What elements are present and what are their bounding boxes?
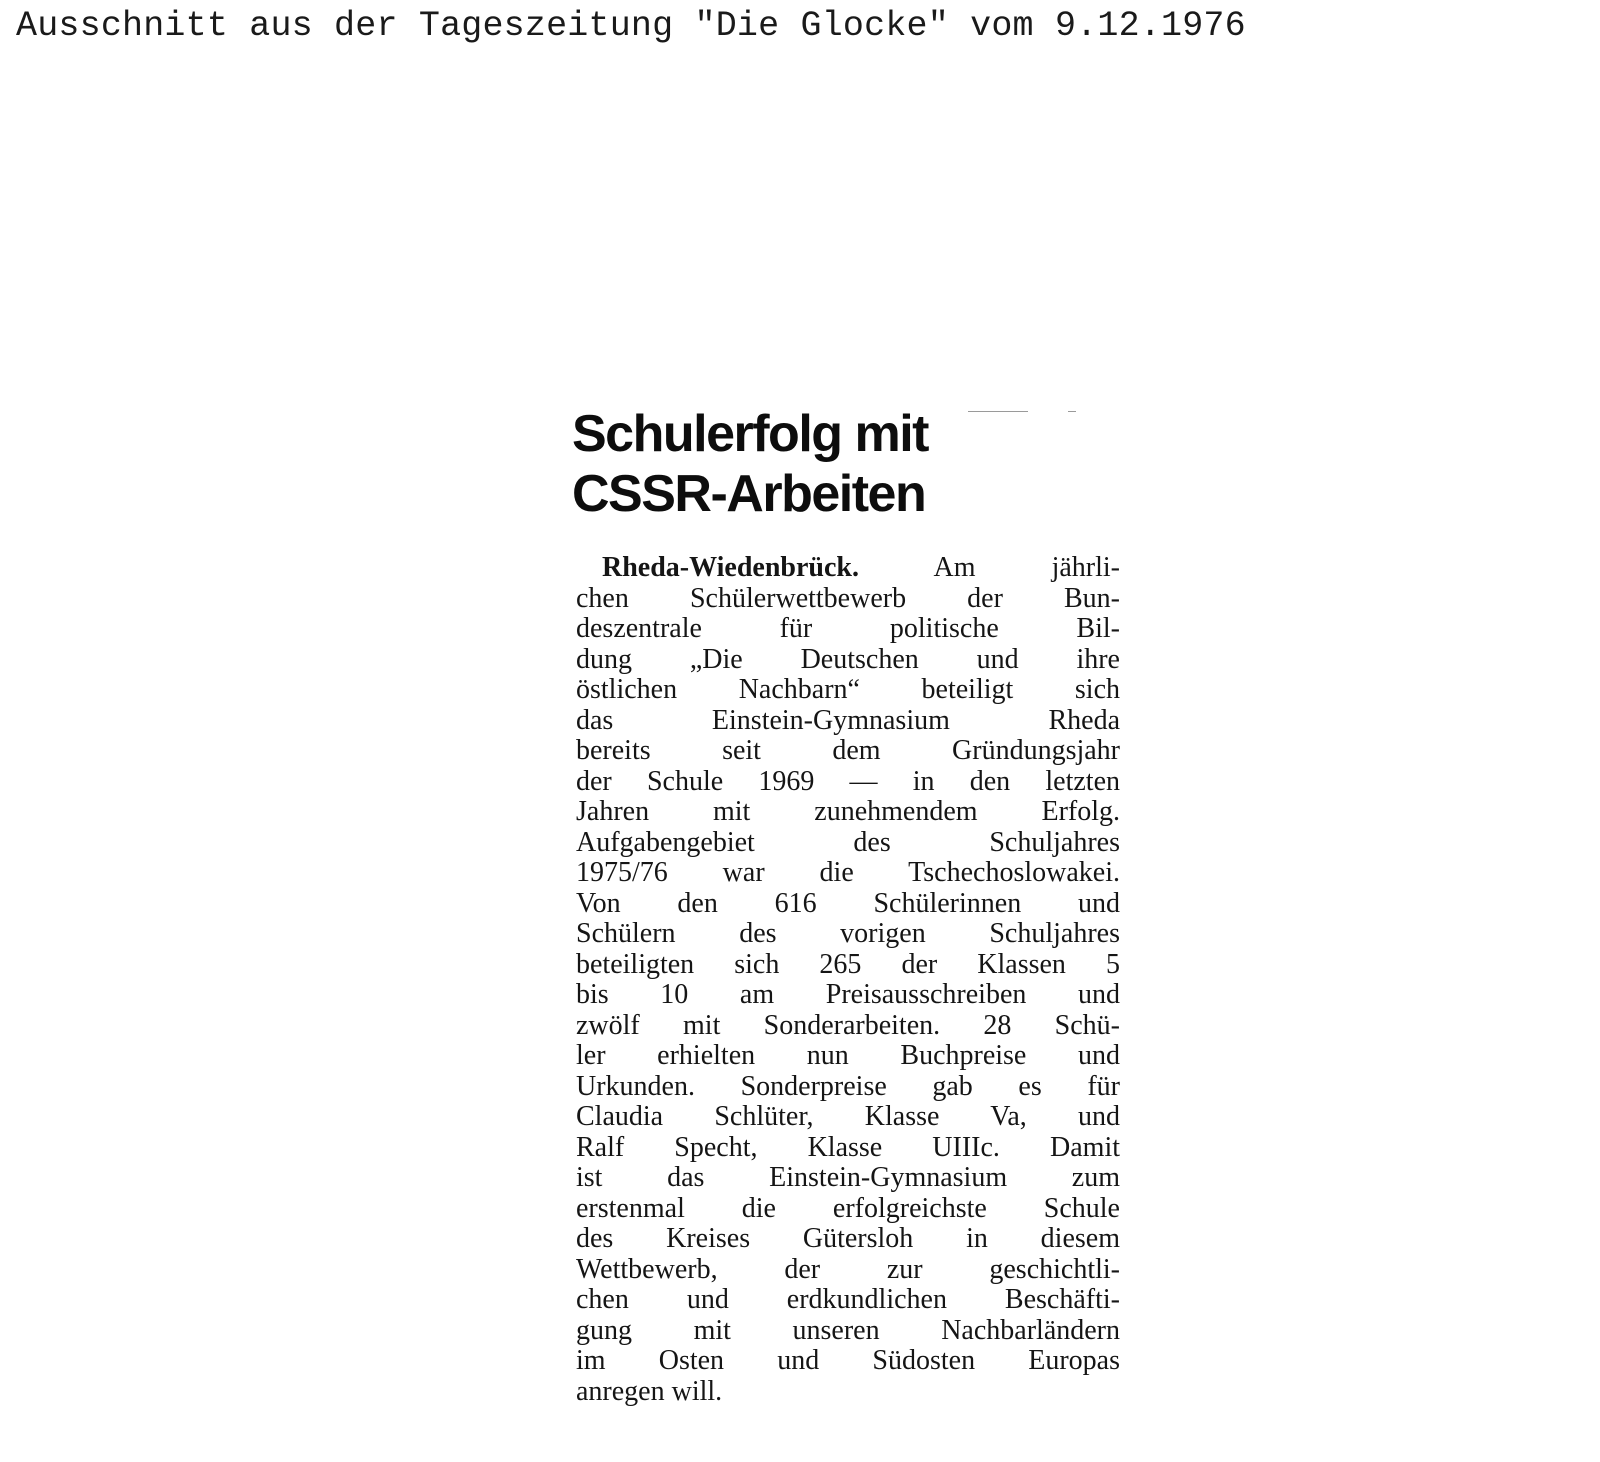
- article-text-line: Claudia Schlüter, Klasse Va, und: [576, 1101, 1120, 1132]
- article-text-line: chen Schülerwettbewerb der Bun-: [576, 582, 1120, 614]
- article-text-line: Aufgabengebiet des Schuljahres: [576, 826, 1120, 858]
- clipping-caption: Ausschnitt aus der Tageszeitung "Die Glocke" vom 9.12.1976: [16, 6, 1246, 46]
- headline-line: Schulerfolg mit: [572, 405, 928, 463]
- article-text-line: bereits seit dem Gründungsjahr: [576, 735, 1120, 766]
- article-dateline: Rheda-Wiedenbrück.: [602, 552, 859, 583]
- article-text-line: östlichen Nachbarn“ beteiligt sich: [576, 674, 1120, 705]
- article-text-line: das Einstein-Gymnasium Rheda: [576, 704, 1120, 736]
- newspaper-clipping: [572, 404, 1117, 524]
- article-text-line: deszentrale für politische Bil-: [576, 613, 1120, 644]
- article-text-line: Jahren mit zunehmendem Erfolg.: [576, 796, 1120, 827]
- article-text-line: gung mit unseren Nachbarländern: [576, 1314, 1120, 1346]
- article-text: [576, 584, 1120, 1408]
- article-text-line: zwölf mit Sonderarbeiten. 28 Schü-: [576, 1009, 1120, 1041]
- article-text-line: ist das Einstein-Gymnasium zum: [576, 1162, 1120, 1193]
- article-text-line: des Kreises Gütersloh in diesem: [576, 1223, 1120, 1254]
- article-text-line: Am jährli-: [933, 552, 1120, 583]
- article-text-line: dung „Die Deutschen und ihre: [576, 643, 1120, 675]
- article-headline: [572, 404, 1117, 524]
- article-text-line: anregen will.: [576, 1375, 723, 1407]
- headline-line: CSSR-Arbeiten: [572, 465, 926, 523]
- article-text-line: chen und erdkundlichen Beschäfti-: [576, 1284, 1120, 1315]
- article-text-line: Wettbewerb, der zur geschichtli-: [576, 1253, 1120, 1285]
- article-text-line: Urkunden. Sonderpreise gab es für: [576, 1070, 1120, 1102]
- article-text-line: Ralf Specht, Klasse UIIIc. Damit: [576, 1131, 1120, 1163]
- print-speck: [968, 411, 1028, 412]
- article-text-line: Von den 616 Schülerinnen und: [576, 887, 1120, 919]
- article-text-line: bis 10 am Preisausschreiben und: [576, 979, 1120, 1010]
- article-first-line: [576, 553, 1120, 584]
- article-text-line: Schülern des vorigen Schuljahres: [576, 918, 1120, 949]
- article-text-line: der Schule 1969 — in den letzten: [576, 765, 1120, 797]
- article-text-line: beteiligten sich 265 der Klassen 5: [576, 948, 1120, 980]
- print-speck: [1068, 411, 1076, 412]
- article-text-line: 1975/76 war die Tschechoslowakei.: [576, 857, 1120, 888]
- article-body: [576, 553, 1120, 1407]
- article-text-line: ler erhielten nun Buchpreise und: [576, 1040, 1120, 1071]
- article-text-line: im Osten und Südosten Europas: [576, 1345, 1120, 1376]
- article-text-line: erstenmal die erfolgreichste Schule: [576, 1192, 1120, 1224]
